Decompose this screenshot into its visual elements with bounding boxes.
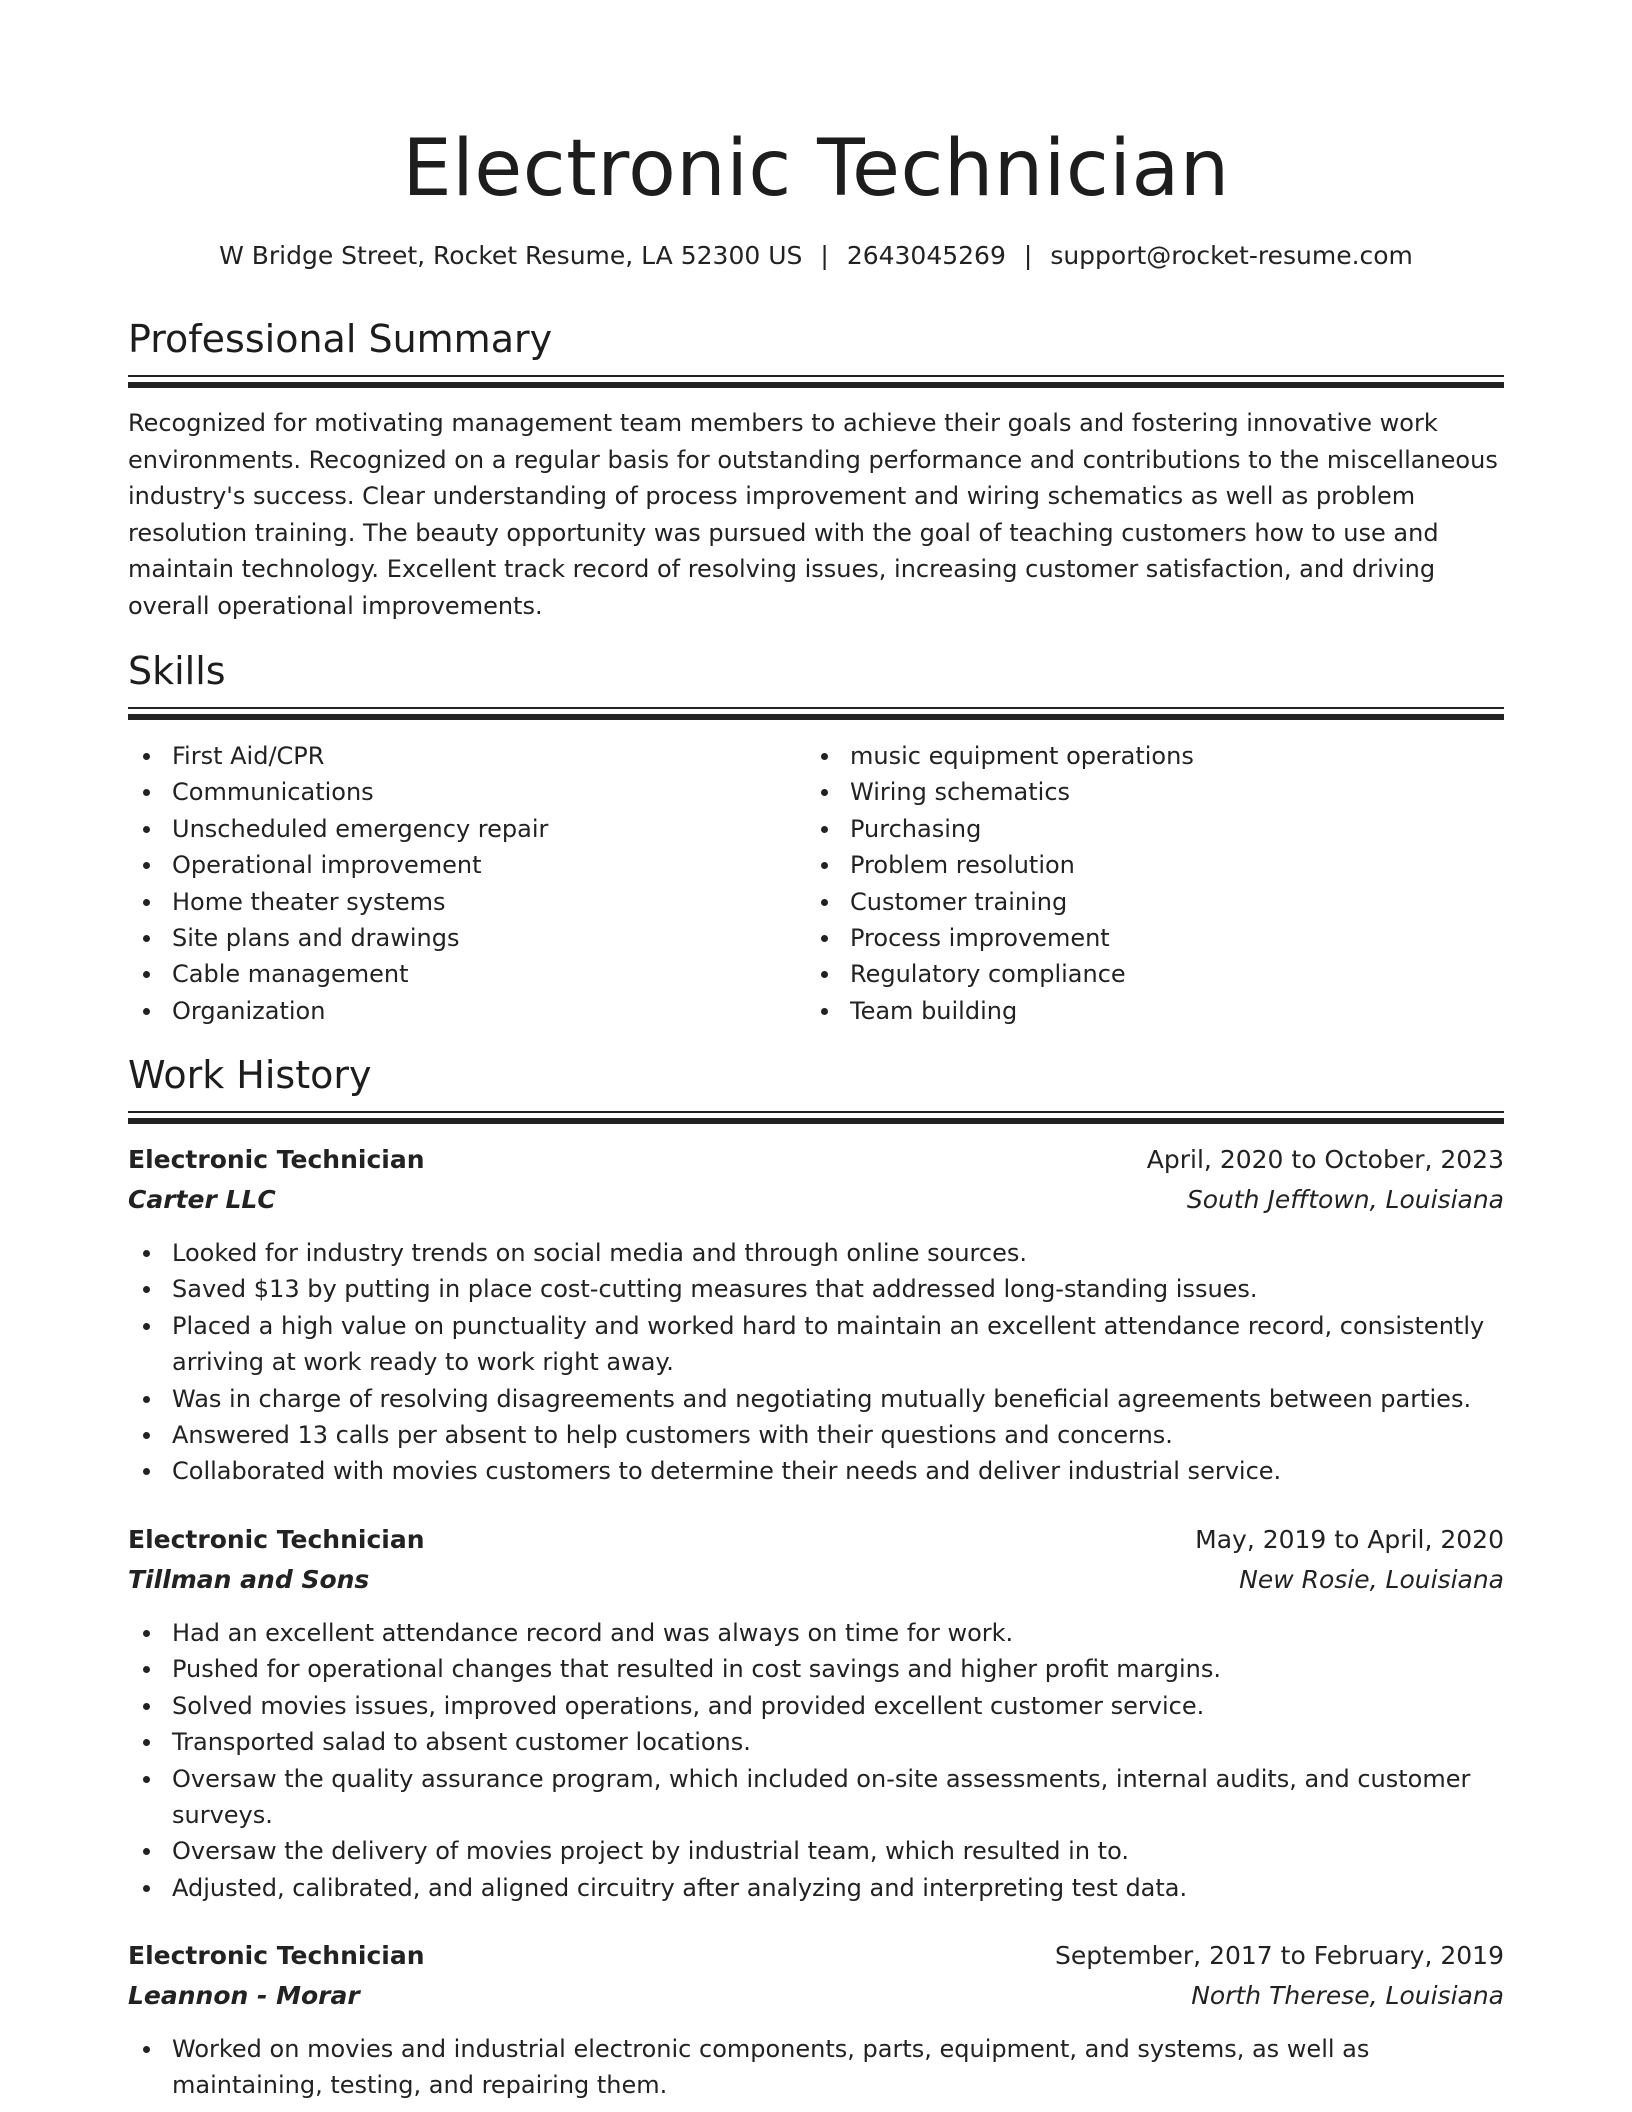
skill-item: Team building [806, 993, 1466, 1029]
skill-item: Regulatory compliance [806, 956, 1466, 992]
job-bullet: Collaborated with movies customers to determine their needs and deliver industrial service. [128, 1453, 1504, 1489]
job-bullet: Was in charge of resolving disagreements and negotiating mutually beneficial agreements between parties. [128, 1381, 1504, 1417]
work-history-section [128, 1053, 1504, 1097]
skill-item: Unscheduled emergency repair [128, 811, 788, 847]
job-bullet: Oversaw the quality assurance program, which included on-site assessments, internal audits, and customer surveys. [128, 1761, 1504, 1834]
section-rule [128, 1118, 1504, 1124]
job-dates: May, 2019 to April, 2020 [1195, 1525, 1504, 1554]
section-rule [128, 714, 1504, 720]
job-header [128, 1525, 1504, 1565]
job-bullet: Answered 13 calls per absent to help customers with their questions and concerns. [128, 1417, 1504, 1453]
job-bullets [128, 1615, 1504, 1906]
skill-item: Cable management [128, 956, 788, 992]
job-subheader [128, 1565, 1504, 1605]
contact-address: W Bridge Street, Rocket Resume, LA 52300 US [219, 241, 803, 270]
job-company: Tillman and Sons [128, 1565, 370, 1594]
job-subheader [128, 1185, 1504, 1225]
skill-item: Communications [128, 774, 788, 810]
job-header [128, 1145, 1504, 1185]
job-title: Electronic Technician [128, 1941, 425, 1970]
skill-item: Purchasing [806, 811, 1466, 847]
job-entry [128, 1145, 1504, 1490]
job-bullet: Worked on movies and industrial electronic components, parts, equipment, and systems, as well as maintaining, testing, and repairing them. [128, 2031, 1504, 2104]
skill-item: Process improvement [806, 920, 1466, 956]
job-location: South Jefftown, Louisiana [1186, 1185, 1504, 1214]
job-header [128, 1941, 1504, 1981]
skills-list-left [128, 738, 788, 1029]
job-location: New Rosie, Louisiana [1239, 1565, 1504, 1594]
contact-email[interactable]: support@rocket-resume.com [1050, 241, 1413, 270]
summary-text: Recognized for motivating management team members to achieve their goals and fostering innovative work environments. Recognized on a regular basis for outstanding performance and contributions to the miscellaneous industry's success. Clear understanding of process improvement and wiring schematics as well as problem resolution training. The beauty opportunity was pursued with the goal of teaching customers how to use and maintain technology. Excellent track record of resolving issues, increasing customer satisfaction, and driving overall operational improvements. [128, 409, 1498, 620]
job-title: Electronic Technician [128, 1525, 425, 1554]
job-entry [128, 1525, 1504, 1906]
skills-section [128, 649, 1504, 1025]
job-company: Carter LLC [128, 1185, 276, 1214]
section-title-summary: Professional Summary [128, 317, 553, 361]
job-location: North Therese, Louisiana [1191, 1981, 1504, 2010]
job-entry [128, 1941, 1504, 2104]
job-title: Electronic Technician [128, 1145, 425, 1174]
section-title-work-history: Work History [128, 1053, 372, 1097]
job-bullets [128, 1235, 1504, 1490]
contact-separator: | [1023, 241, 1033, 270]
skill-item: First Aid/CPR [128, 738, 788, 774]
skill-item: Site plans and drawings [128, 920, 788, 956]
job-subheader [128, 1981, 1504, 2021]
job-bullet: Had an excellent attendance record and was always on time for work. [128, 1615, 1504, 1651]
section-rule [128, 707, 1504, 709]
job-bullet: Solved movies issues, improved operations, and provided excellent customer service. [128, 1688, 1504, 1724]
skill-item: Wiring schematics [806, 774, 1466, 810]
resume-page [128, 0, 1504, 2100]
job-bullet: Looked for industry trends on social media and through online sources. [128, 1235, 1504, 1271]
job-bullets [128, 2031, 1504, 2104]
job-bullet: Saved $13 by putting in place cost-cutting measures that addressed long-standing issues. [128, 1271, 1504, 1307]
skills-list-right [806, 738, 1466, 1029]
summary-section [128, 317, 1504, 620]
section-rule [128, 1111, 1504, 1113]
job-company: Leannon - Morar [128, 1981, 360, 2010]
section-title-skills: Skills [128, 649, 226, 693]
skill-item: Operational improvement [128, 847, 788, 883]
section-rule [128, 375, 1504, 377]
skill-item: Organization [128, 993, 788, 1029]
skill-item: Home theater systems [128, 884, 788, 920]
job-bullet: Adjusted, calibrated, and aligned circuitry after analyzing and interpreting test data. [128, 1870, 1504, 1906]
job-dates: April, 2020 to October, 2023 [1146, 1145, 1504, 1174]
job-bullet: Placed a high value on punctuality and worked hard to maintain an excellent attendance record, consistently arriving at work ready to work right away. [128, 1308, 1504, 1381]
skill-item: Customer training [806, 884, 1466, 920]
job-bullet: Oversaw the delivery of movies project by industrial team, which resulted in to. [128, 1833, 1504, 1869]
contact-line [128, 241, 1504, 270]
candidate-name: Electronic Technician [402, 124, 1230, 214]
contact-phone: 2643045269 [846, 241, 1006, 270]
contact-separator: | [820, 241, 829, 270]
job-bullet: Transported salad to absent customer locations. [128, 1724, 1504, 1760]
job-dates: September, 2017 to February, 2019 [1055, 1941, 1504, 1970]
job-bullet: Pushed for operational changes that resulted in cost savings and higher profit margins. [128, 1651, 1504, 1687]
section-rule [128, 382, 1504, 388]
skill-item: music equipment operations [806, 738, 1466, 774]
skill-item: Problem resolution [806, 847, 1466, 883]
